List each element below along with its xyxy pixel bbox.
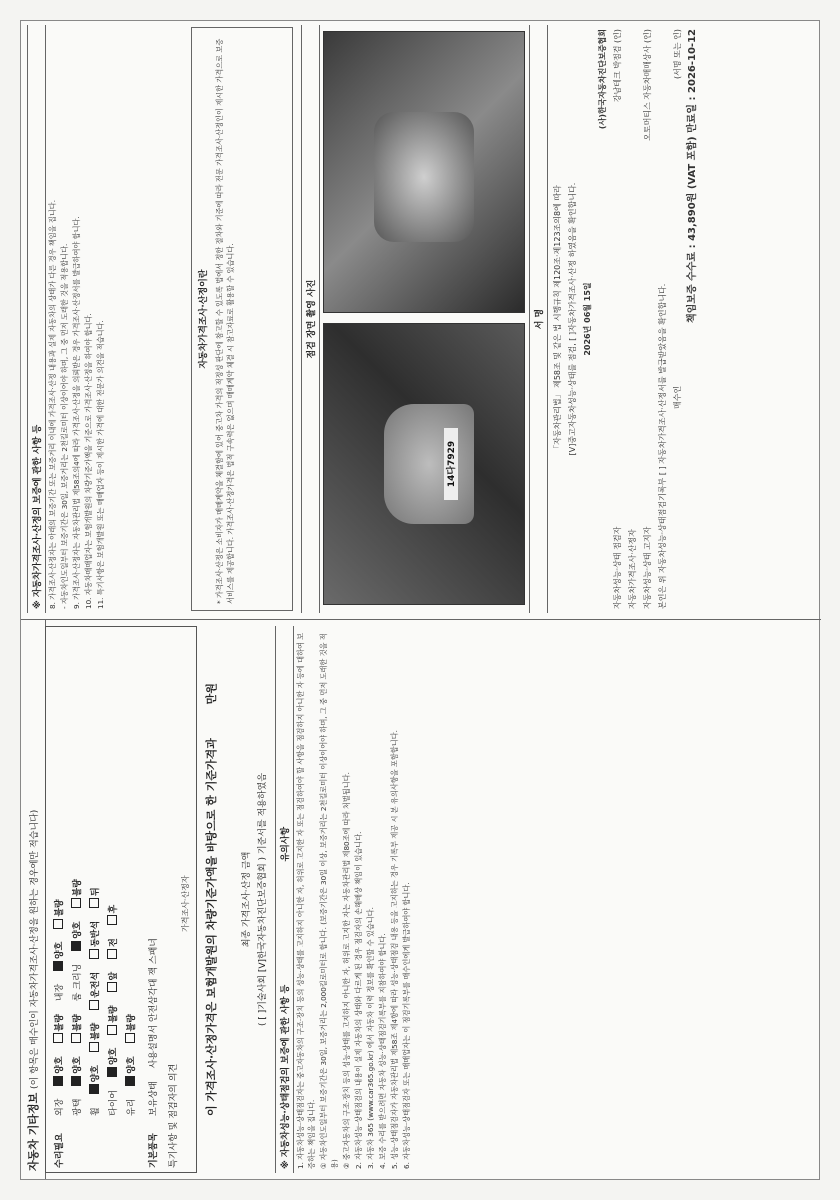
license-plate: 14다7929: [444, 428, 458, 500]
notes-left: [295, 630, 815, 1169]
price-notice-box: [191, 27, 293, 611]
doc-title-note: (이 항목은 매수인이 자동차가격조사·산정을 원하는 경우에만 적습니다): [30, 809, 40, 1089]
sign-assoc: (사)한국자동차진단보증협회: [598, 29, 607, 130]
car-front-shape: [384, 404, 474, 524]
document-sheet: [20, 20, 820, 1180]
repair-row-3: [88, 633, 101, 1116]
note-right-5: 11. 특기사항은 보험개발원 또는 매매업자 등이 제시한 가격에 대한 전문가 의견을 적습니다.: [96, 320, 105, 609]
repair-label: 수리필요: [55, 1133, 65, 1168]
final-price-label: 최종 가격조사·산정 금액: [242, 851, 252, 948]
basic-list: 사용설명서 안전삼각대 잭 스패너: [149, 938, 159, 1069]
sign-date: 2026년 06월 15일: [583, 282, 592, 356]
repair-row-4: [106, 633, 119, 1116]
bad-2: 불량: [55, 899, 65, 928]
price-notice-body: * 가격조사·산정은 소비자가 매매계약을 체결함에 있어 중고차 가격의 적정성 판단에 참고할 수 있도록 법에서 정한 절차와 기준에 따라 전문 가격조사·산정인이 제시한 가격으로 보증서비스를 제공합니다. 가격조사·산정가격은 법적 구속력은 없으며 매매계약 체결 시 참고자료로 활용할 수 있습니다.: [215, 38, 235, 604]
sign-seller-note: 본인은 위 자동차성능·상태점검기록부 [ ] 자동차가격조사·산정서를 발급받았음을 확인합니다.: [658, 283, 667, 609]
item-cleaning: 룸 크리닝: [73, 963, 83, 1002]
photo-head: 점검 장면 촬영 사진: [301, 25, 320, 613]
basic-status: 보유상태: [149, 1081, 159, 1116]
item-wheel: 휠: [91, 1107, 101, 1116]
note-left-4: 2. 자동차성능·상태점검의 내용이 실제 자동차의 상태와 다르게 된 경우 점검자의 손해배상 책임이 있습니다.: [354, 831, 363, 1169]
notice-left-head: ※ 자동차성능·상태점검의 보증에 관한 사항 등 유의사항: [275, 626, 294, 1173]
opinion-label: 특기사항 및 점검자의 의견: [169, 1063, 179, 1168]
note-left-1: 1. 자동차성능·상태점검자는 중고자동차의 구조·장치 등의 성능·상태를 고지하지 아니한 자, 허위로 고지한 자 또는 점검하여야 할 사항을 점검하지 아니한 자 등에 대하여 보증하는 책임을 집니다.: [296, 632, 316, 1169]
good-7: 양호: [127, 1056, 137, 1085]
opt-passenger: 동반석: [91, 921, 101, 959]
fee-line: 이 가격조사·산정가격은 보험개발원의 차량기준가액을 바탕으로 한 기준가격과 만원: [205, 683, 218, 1116]
bad-6: 불량: [109, 1005, 119, 1034]
bad-3: 불량: [73, 1014, 83, 1043]
doc-title-text: 자동차 기타정보: [27, 1092, 40, 1171]
sign-notice-row: 자동차성능·상태 고지자 오토머티스 자동차매매상사 (인): [643, 29, 652, 609]
note-left-8: 6. 자동차성능·상태점검자 또는 매매업자는 이 점검기록부를 매수인에게 발급하여야 합니다.: [402, 882, 411, 1169]
good-6: 양호: [109, 1048, 119, 1077]
notes-right: [47, 29, 187, 609]
bad-7: 불량: [127, 1014, 137, 1043]
good-1: 양호: [55, 1056, 65, 1085]
note-left-5: 3. 자동차 365 (www.car365.go.kr) 에서 자동차 이력 정보를 확인할 수 있습니다.: [366, 907, 375, 1169]
opt-back: 후: [109, 905, 119, 926]
note-right-4: 10. 자동차매매업자는 보험개발원의 차량기준가액을 기준으로 가격조사·산정을 하여야 합니다.: [84, 313, 93, 609]
repair-row-1: [52, 633, 65, 1116]
bad-5: 불량: [91, 1023, 101, 1052]
good-2: 양호: [55, 942, 65, 971]
sign-inspector-row: 자동차성능·상태 점검자 강남테크 박점검 (인): [613, 29, 622, 609]
note-left-7: 5. 성능·상태점검자가 자동차관리법 제58조 제4항에 따라 성능·상태점검 내용 등을 고지하는 경우 기록부 제공 시 본 유의사항을 포함합니다.: [390, 730, 399, 1169]
bad-1: 불량: [55, 1014, 65, 1043]
price-inspector-label: 가격조사·산정자: [181, 875, 190, 932]
repair-info-box: [45, 626, 197, 1173]
car-rear-shape: [374, 112, 474, 242]
front-photo: [323, 323, 525, 605]
rear-photo: [323, 31, 525, 313]
repair-row-2: [70, 633, 83, 1116]
item-polish: 광택: [73, 1098, 83, 1116]
good-3: 양호: [73, 1056, 83, 1085]
note-right-1: 8. 가격조사·산정자는 아래의 보증기간 또는 보증거리 이내에 가격조사·산정 내용과 실제 자동차의 상태가 다른 경우 책임을 집니다.: [48, 199, 57, 609]
note-left-3: ② 중고자동차의 구조·장치 등의 성능·상태를 고지하지 아니한 자, 허위로 고지한 자는 자동차관리법 제80조에 따라 처벌됩니다.: [342, 772, 351, 1169]
left-half: [21, 619, 821, 1179]
sign-statement2: [V]중고자동차성능·상태를 점검, [ ]자동차가격조사·산정 하였음을 확인합니다.: [568, 182, 577, 456]
note-left-6: 4. 보증 수리를 받으려면 자동차 성능·상태점검기록부를 지참하여야 합니다.: [378, 933, 387, 1169]
good-4: 양호: [73, 921, 83, 950]
item-exterior: 외장: [55, 1098, 65, 1116]
opt-front: 앞: [109, 972, 119, 993]
note-right-3: 9. 가격조사·산정자는 자동차관리법 제58조의4에 따라 가격조사·산정을 의뢰받은 경우 가격조사·산정서를 발급하여야 합니다.: [72, 216, 81, 609]
opt-all: 전: [109, 938, 119, 959]
sign-statement: 「자동차관리법」 제58조 및 같은 법 시행규칙 제120조·제123조의8에 따라: [553, 185, 562, 453]
item-glass: 유리: [127, 1098, 137, 1116]
sign-area: [551, 29, 811, 609]
good-5: 양호: [91, 1065, 101, 1094]
opt-driver: 운전석: [91, 972, 101, 1010]
sign-head: 서 명: [529, 25, 548, 613]
fee-footer: 책임보증 수수료 : 43,890원 (VAT 포함) 만료일 : 2026-10-12: [687, 29, 698, 323]
price-notice-title: 자동차가격조사·산정이란: [199, 269, 209, 369]
sign-price-row: 자동차가격조사·산정자: [628, 529, 637, 609]
notice-right-head: ※ 자동차가격조사·산정의 보증에 관한 사항 등: [27, 25, 46, 613]
item-tire: 타이어: [109, 1089, 119, 1116]
opt-rear: 뒤: [91, 887, 101, 908]
note-right-2: - 자동차인도일부터 보증기간은 30일, 보증거리는 2천킬로미터 이상이어야 하며, 그 중 먼저 도래한 것을 적용합니다.: [60, 243, 69, 609]
standard-type: ( [ ]기술사회 [V]한국자동차진단보증협회 ) 기준서를 적용하였음: [258, 772, 268, 1027]
bad-4: 불량: [73, 879, 83, 908]
sign-buyer-row: 매수인 (서명 또는 인): [673, 29, 682, 409]
item-interior: 내장: [55, 983, 65, 1002]
basic-row: [146, 633, 159, 1116]
basic-items-label: 기본품목: [149, 1133, 159, 1168]
doc-title: [21, 620, 46, 1179]
repair-row-5: [124, 633, 137, 1116]
right-half: [21, 19, 821, 619]
note-left-2: ① 자동차인도일부터 보증기간은 30일, 보증거리는 2,000킬로미터로 합니다. (보증기간은 30일 이상, 보증거리는 2천킬로미터 이상이어야 하며, 그 중 먼저 도래한 것을 적용): [319, 633, 339, 1169]
